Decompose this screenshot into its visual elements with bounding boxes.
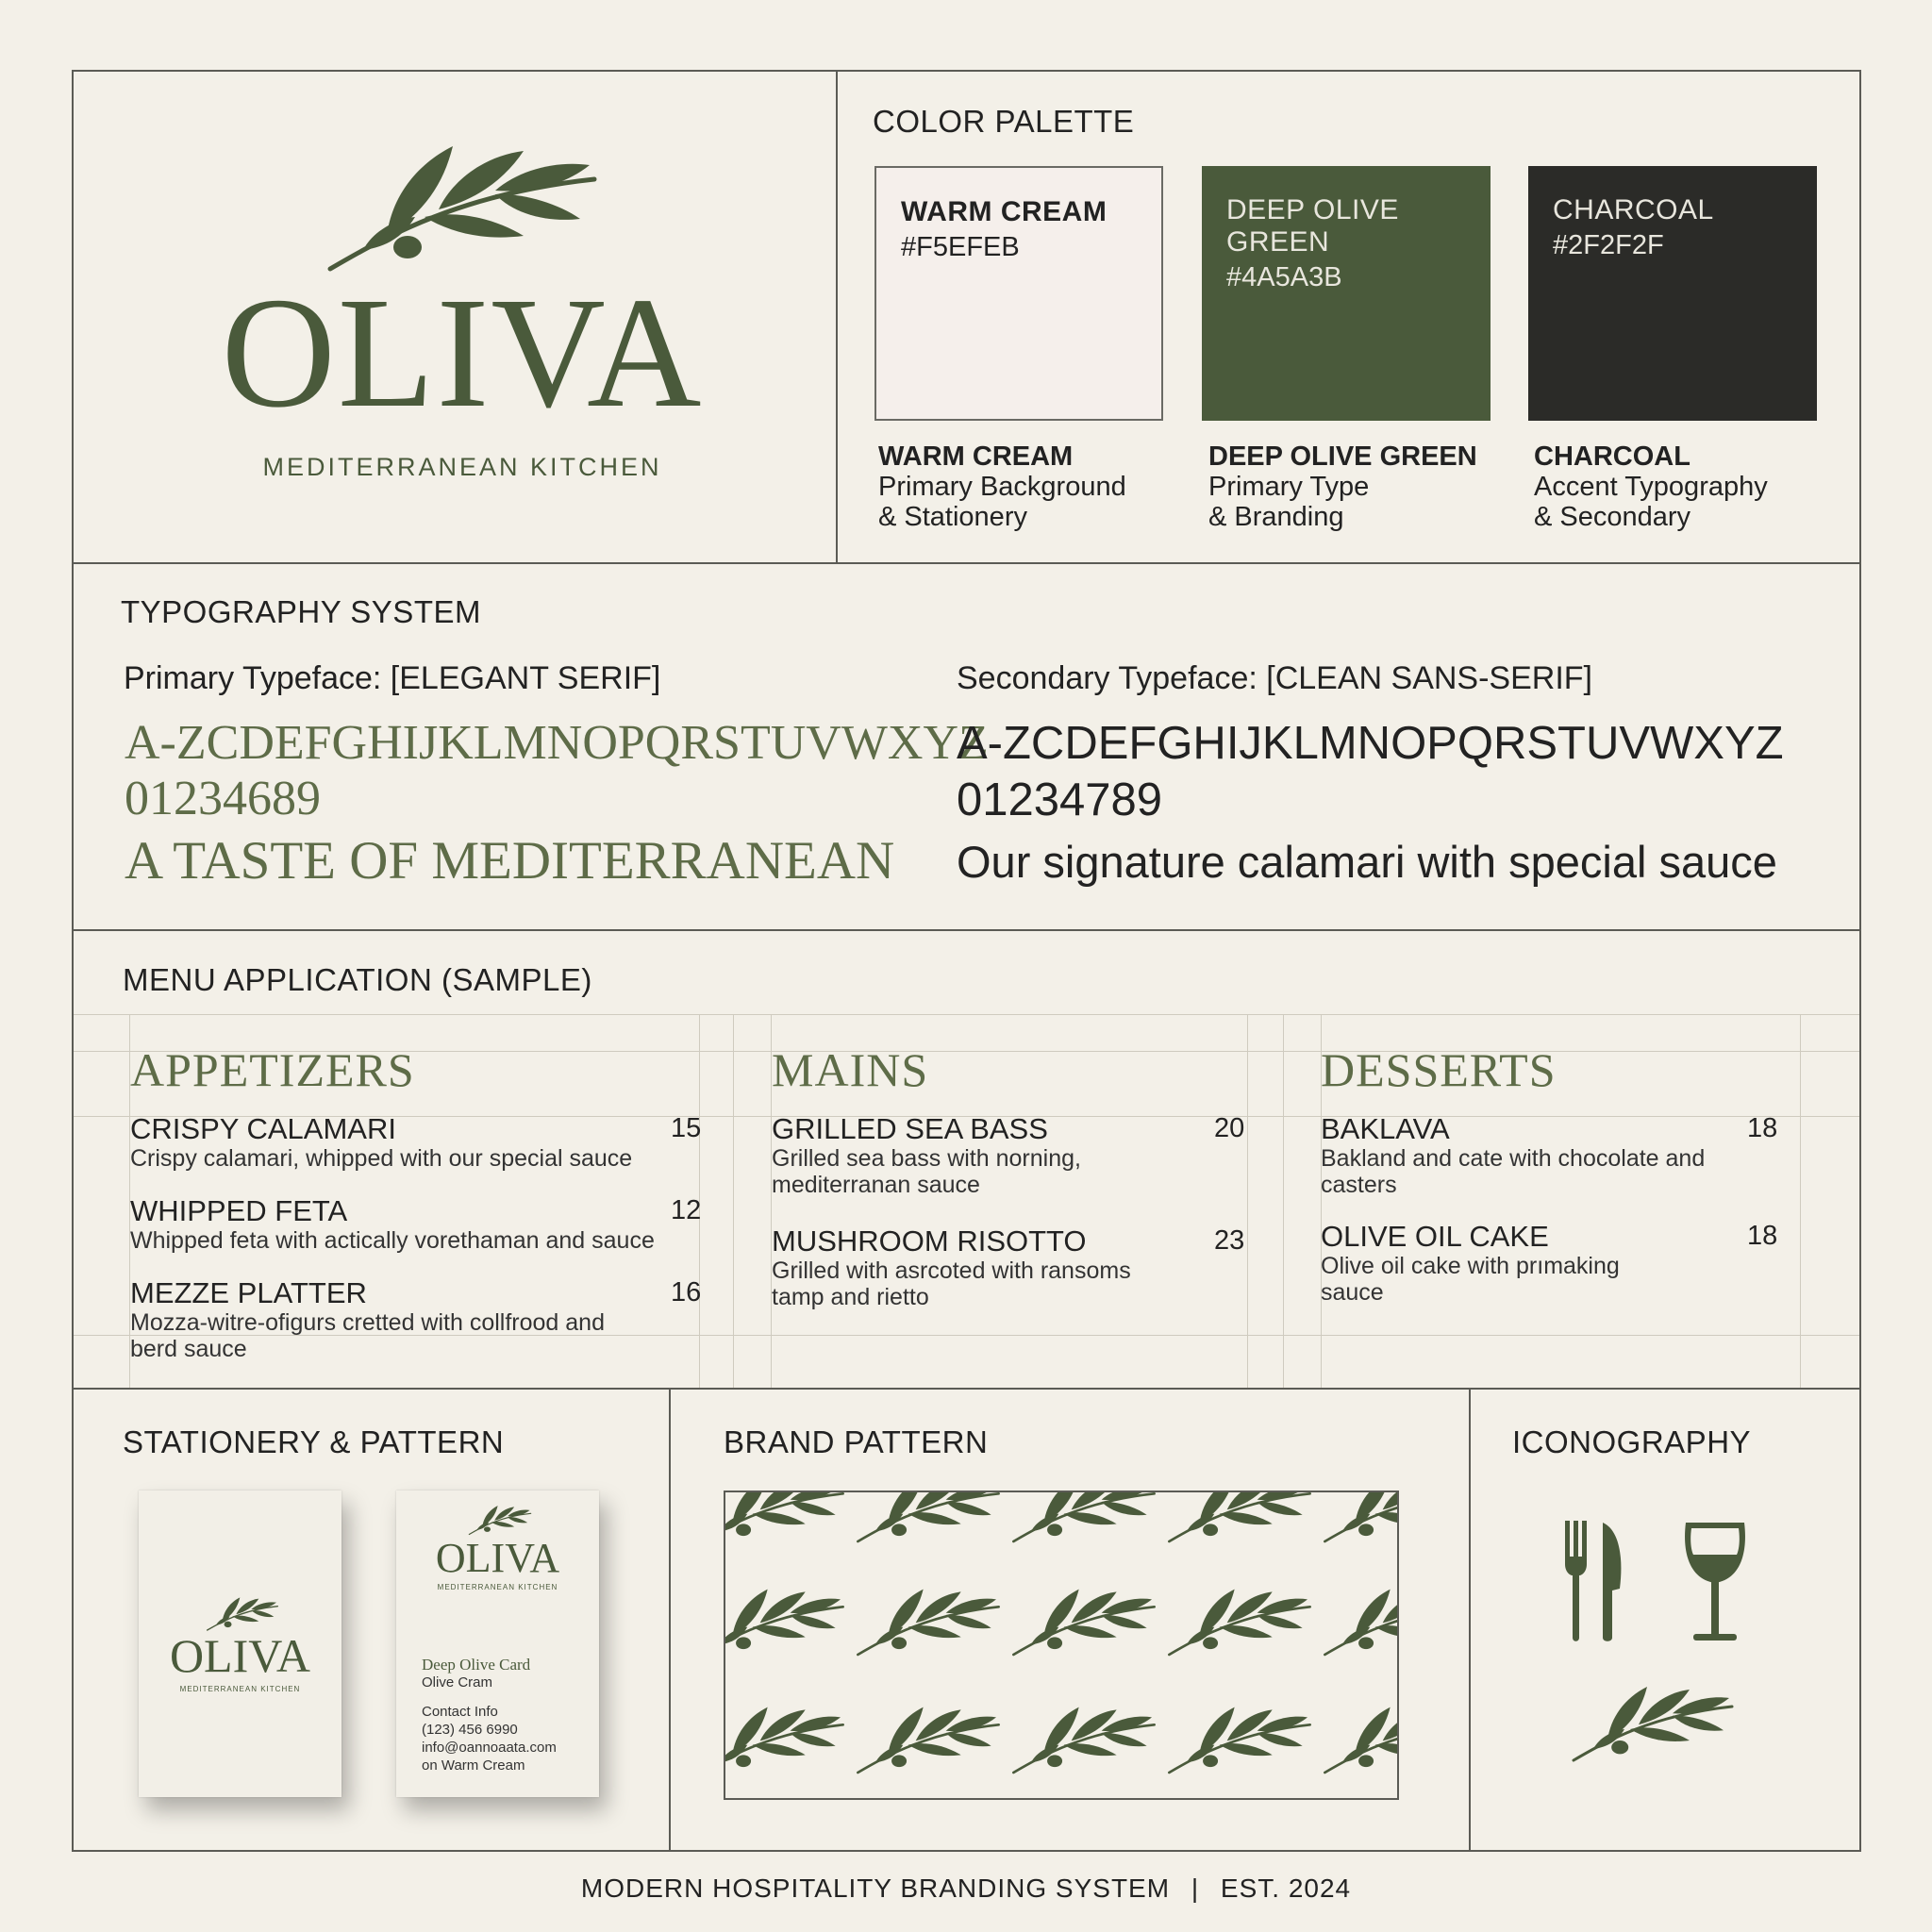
divider	[72, 562, 1861, 564]
menu-item	[772, 1113, 1248, 1198]
menu-item-desc: berd sauce	[130, 1336, 247, 1362]
menu-item-price: 15	[671, 1113, 702, 1143]
card-tagline: MEDITERRANEAN KITCHEN	[179, 1685, 301, 1693]
grid-line	[1800, 1014, 1801, 1388]
menu-column-desserts	[1321, 1041, 1778, 1306]
card-text: info@oannoaata.com	[422, 1740, 557, 1756]
menu-item-name: CRISPY CALAMARI	[130, 1112, 396, 1145]
swatch-hex: #F5EFEB	[901, 232, 1020, 262]
swatch-desc-name: CHARCOAL	[1534, 441, 1690, 472]
menu-item-price: 18	[1747, 1113, 1778, 1143]
menu-item-desc: Whipped feta with actically vorethaman and sauce	[130, 1227, 655, 1254]
swatch-name: CHARCOAL	[1553, 194, 1714, 225]
swatch-hex: #2F2F2F	[1553, 230, 1664, 260]
pattern-sprig	[1324, 1590, 1399, 1655]
swatch-warm-cream	[874, 166, 1163, 421]
brand-pattern	[724, 1491, 1399, 1800]
pattern-sprig	[725, 1590, 843, 1655]
logo-tagline: MEDITERRANEAN KITCHEN	[262, 453, 662, 481]
secondary-typeface-label: Secondary Typeface: [CLEAN SANS-SERIF]	[957, 660, 1592, 696]
pattern-sprig	[858, 1492, 998, 1541]
divider	[72, 1388, 1861, 1390]
swatch-desc-use: Primary Background	[878, 472, 1126, 502]
business-card-back	[396, 1491, 599, 1797]
menu-item-desc: Grilled with asrcoted with ransoms	[772, 1257, 1131, 1284]
pattern-sprig	[858, 1590, 998, 1655]
menu-item-desc: Bakland and cate with chocolate and	[1321, 1145, 1706, 1172]
menu-item-name: MEZZE PLATTER	[130, 1276, 367, 1309]
menu-item-price: 18	[1747, 1221, 1778, 1251]
sans-alphabet: A-ZCDEFGHIJKLMNOPQRSTUVWXYZ	[957, 718, 1784, 769]
menu-column-mains	[772, 1041, 1248, 1310]
card-text: (123) 456 6990	[422, 1722, 518, 1738]
menu-item-price: 20	[1214, 1113, 1245, 1143]
swatch-desc-use: & Secondary	[1534, 502, 1691, 532]
pattern-sprig	[1013, 1590, 1154, 1655]
menu-item-price: 23	[1214, 1225, 1245, 1256]
fork-knife-icon	[1561, 1521, 1637, 1645]
menu-item-price: 12	[671, 1195, 702, 1225]
typography-title: TYPOGRAPHY SYSTEM	[121, 594, 481, 629]
swatch-desc-use: & Stationery	[878, 502, 1027, 532]
swatch-name: DEEP OLIVE GREEN	[1226, 194, 1399, 258]
primary-typeface-label: Primary Typeface: [ELEGANT SERIF]	[124, 660, 661, 696]
swatch-name: WARM CREAM	[901, 196, 1108, 227]
footer	[0, 1874, 1932, 1904]
menu-item-desc: tamp and rietto	[772, 1284, 929, 1310]
swatch-desc-use: Accent Typography	[1534, 472, 1768, 502]
menu-item-name: OLIVE OIL CAKE	[1321, 1220, 1549, 1253]
swatch-description	[878, 441, 1126, 532]
olive-pattern	[725, 1492, 1399, 1800]
serif-sample-phrase: A TASTE OF MEDITERRANEAN	[125, 831, 895, 891]
serif-digits: 01234689	[125, 772, 321, 825]
grid-line	[74, 1014, 1859, 1015]
menu-item	[130, 1113, 701, 1172]
sans-sample-phrase: Our signature calamari with special sauce	[957, 837, 1777, 887]
menu-item-price: 16	[671, 1277, 702, 1307]
swatch-deep-olive	[1202, 166, 1491, 421]
swatch-description	[1208, 441, 1477, 532]
menu-item	[130, 1195, 701, 1254]
menu-item-desc: casters	[1321, 1172, 1397, 1198]
logo-wordmark: OLIVA	[221, 265, 704, 441]
footer-title: MODERN HOSPITALITY BRANDING SYSTEM	[580, 1874, 1171, 1903]
menu-heading: MAINS	[772, 1043, 929, 1096]
menu-column-appetizers	[130, 1041, 702, 1362]
menu-item-desc: Olive oil cake with prımaking	[1321, 1253, 1620, 1279]
pattern-sprig	[1169, 1590, 1309, 1655]
swatch-description	[1534, 441, 1768, 532]
card-text: Olive Cram	[422, 1674, 493, 1690]
divider	[1469, 1388, 1471, 1852]
olive-branch-icon	[467, 1505, 533, 1538]
pattern-sprig	[1013, 1492, 1154, 1541]
card-wordmark: OLIVA	[169, 1629, 311, 1682]
footer-separator: |	[1191, 1874, 1200, 1903]
card-wordmark: OLIVA	[435, 1535, 560, 1581]
menu-item-name: MUSHROOM RISOTTO	[772, 1224, 1087, 1257]
menu-item-name: WHIPPED FETA	[130, 1194, 348, 1227]
menu-item-name: BAKLAVA	[1321, 1112, 1450, 1145]
serif-alphabet: A-ZCDEFGHIJKLMNOPQRSTUVWXYZ	[125, 716, 989, 770]
pattern-sprig	[725, 1707, 843, 1773]
olive-branch-icon	[205, 1596, 280, 1634]
pattern-sprig	[725, 1492, 843, 1541]
olive-branch-icon	[1568, 1684, 1738, 1769]
menu-item	[1321, 1221, 1778, 1306]
grid-line	[1283, 1014, 1284, 1388]
sans-digits: 01234789	[957, 774, 1163, 825]
menu-item	[1321, 1113, 1778, 1198]
swatch-charcoal	[1528, 166, 1817, 421]
business-card-front	[139, 1491, 341, 1797]
swatch-desc-name: DEEP OLIVE GREEN	[1208, 441, 1477, 472]
card-tagline: MEDITERRANEAN KITCHEN	[437, 1583, 558, 1591]
palette-title: COLOR PALETTE	[873, 104, 1135, 139]
menu-item	[772, 1225, 1248, 1310]
olive-branch-icon	[321, 142, 604, 283]
swatch-desc-name: WARM CREAM	[878, 441, 1074, 472]
wine-glass-icon	[1682, 1521, 1748, 1645]
pattern-sprig	[1324, 1492, 1399, 1541]
pattern-sprig	[1013, 1707, 1154, 1773]
menu-item-desc: Grilled sea bass with norning,	[772, 1145, 1081, 1172]
divider	[72, 929, 1861, 931]
menu-item-desc: sauce	[1321, 1279, 1384, 1306]
menu-item-desc: mediterranan sauce	[772, 1172, 980, 1198]
footer-established: EST. 2024	[1220, 1874, 1352, 1903]
card-text: on Warm Cream	[422, 1757, 525, 1774]
menu-item	[130, 1277, 701, 1362]
card-text: Deep Olive Card	[422, 1656, 531, 1674]
menu-item-desc: Mozza-witre-ofigurs cretted with collfrood and	[130, 1309, 605, 1336]
swatch-hex: #4A5A3B	[1226, 262, 1342, 292]
menu-item-name: GRILLED SEA BASS	[772, 1112, 1048, 1145]
divider	[669, 1388, 671, 1852]
menu-item-desc: Crispy calamari, whipped with our special sauce	[130, 1145, 633, 1172]
pattern-sprig	[858, 1707, 998, 1773]
pattern-sprig	[1169, 1492, 1309, 1541]
pattern-sprig	[1324, 1707, 1399, 1773]
stationery-title: STATIONERY & PATTERN	[123, 1424, 505, 1459]
pattern-sprig	[1169, 1707, 1309, 1773]
iconography-title: ICONOGRAPHY	[1512, 1424, 1752, 1459]
card-text: Contact Info	[422, 1704, 498, 1720]
pattern-title: BRAND PATTERN	[724, 1424, 989, 1459]
grid-line	[733, 1014, 734, 1388]
menu-title: MENU APPLICATION (SAMPLE)	[123, 962, 592, 997]
menu-heading: DESSERTS	[1321, 1043, 1557, 1096]
swatch-desc-use: Primary Type	[1208, 472, 1370, 502]
swatch-desc-use: & Branding	[1208, 502, 1344, 532]
menu-heading: APPETIZERS	[130, 1043, 415, 1096]
